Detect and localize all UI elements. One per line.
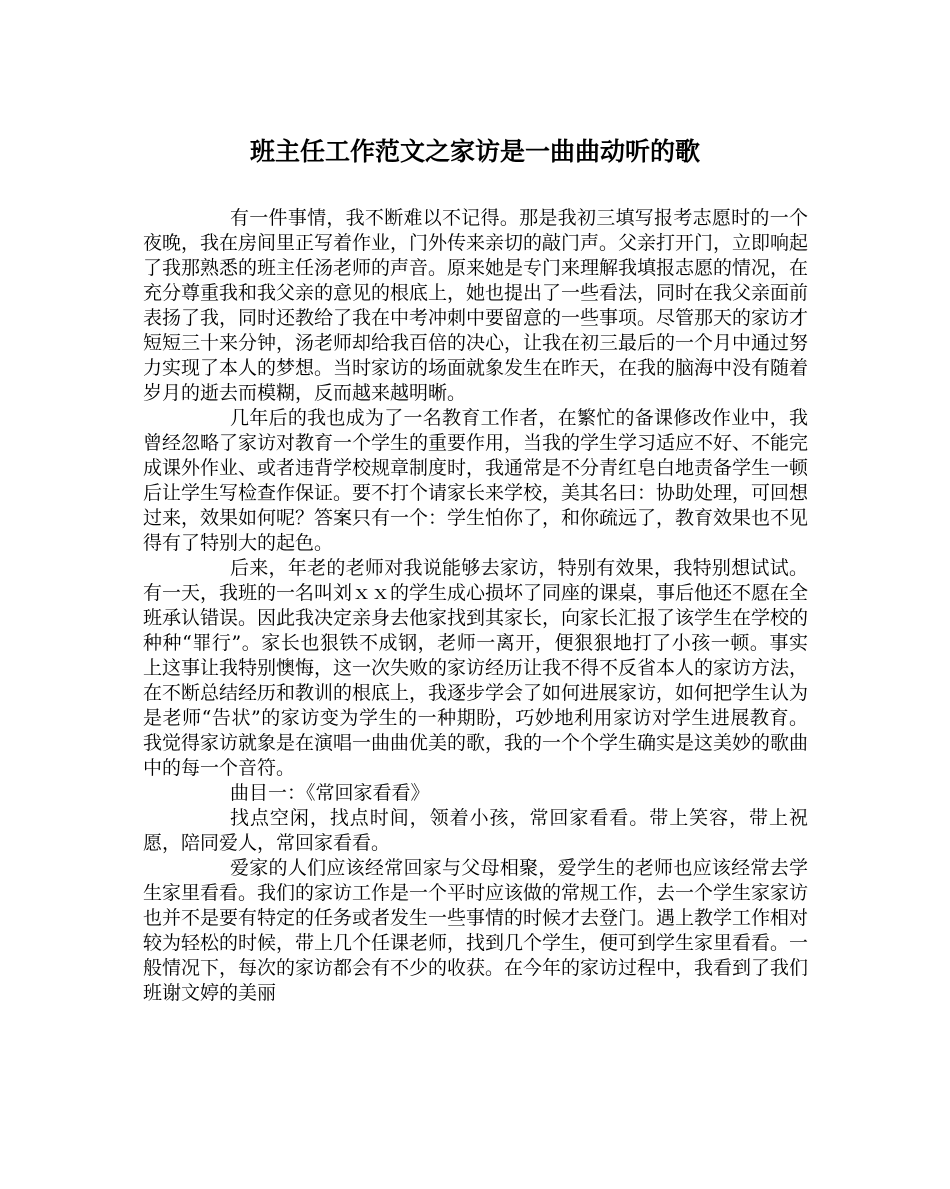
- section-heading-track-1: 曲目一：《常回家看看》: [230, 782, 430, 804]
- paragraph-2: 几年后的我也成为了一名教育工作者，在繁忙的备课修改作业中，我曾经忽略了家访对教育一个学生的重要作用，当我的学生学习适应不好、不能完成课外作业、或者违背学校规章制度时，我通常是不分青红皂白地责备学生一顿后让学生写检查作保证。要不打个请家长来学校，美其名曰：协助处理，可回想过来，效果如何呢？答案只有一个：学生怕你了，和你疏远了，教育效果也不见得有了特别大的起色。: [143, 407, 809, 554]
- paragraph-1: 有一件事情，我不断难以不记得。那是我初三填写报考志愿时的一个夜晚，我在房间里正写着作业，门外传来亲切的敲门声。父亲打开门，立即响起了我那熟悉的班主任汤老师的声音。原来她是专门来理解我填报志愿的情况，在充分尊重我和我父亲的意见的根底上，她也提出了一些看法，同时在我父亲面前表扬了我，同时还教给了我在中考冲刺中要留意的一些事项。尽管那天的家访才短短三十来分钟，汤老师却给我百倍的决心，让我在初三最后的一个月中通过努力实现了本人的梦想。当时家访的场面就象发生在昨天，在我的脑海中没有随着岁月的逝去而模糊，反而越来越明晰。: [143, 207, 809, 404]
- paragraph-3: 后来，年老的老师对我说能够去家访，特别有效果，我特别想试试。有一天，我班的一名叫刘ｘｘ的学生成心损坏了同座的课桌，事后他还不愿在全班承认错误。因此我决定亲身去他家找到其家长，向家长汇报了该学生在学校的种种“罪行”。家长也狠铁不成钢，老师一离开，便狠狠地打了小孩一顿。事实上这事让我特别懊悔，这一次失败的家访经历让我不得不反省本人的家访方法，在不断总结经历和教训的根底上，我逐步学会了如何进展家访，如何把学生认为是老师“告状”的家访变为学生的一种期盼，巧妙地利用家访对学生进展教育。我觉得家访就象是在演唱一曲曲优美的歌，我的一个个学生确实是这美妙的歌曲中的每一个音符。: [143, 557, 809, 779]
- paragraph-4: 爱家的人们应该经常回家与父母相聚，爱学生的老师也应该经常去学生家里看看。我们的家访工作是一个平时应该做的常规工作，去一个学生家家访也并不是要有特定的任务或者发生一些事情的时候才去登门。遇上教学工作相对较为轻松的时候，带上几个任课老师，找到几个学生，便可到学生家里看看。一般情况下，每次的家访都会有不少的收获。在今年的家访过程中，我看到了我们班谢文婷的美丽: [143, 857, 809, 1004]
- lyrics-quote: 找点空闲，找点时间，领着小孩，常回家看看。带上笑容，带上祝愿，陪同爱人，常回家看看。: [143, 807, 808, 854]
- article-body: [143, 206, 808, 1006]
- page-title: 班主任工作范文之家访是一曲曲动听的歌: [249, 137, 700, 166]
